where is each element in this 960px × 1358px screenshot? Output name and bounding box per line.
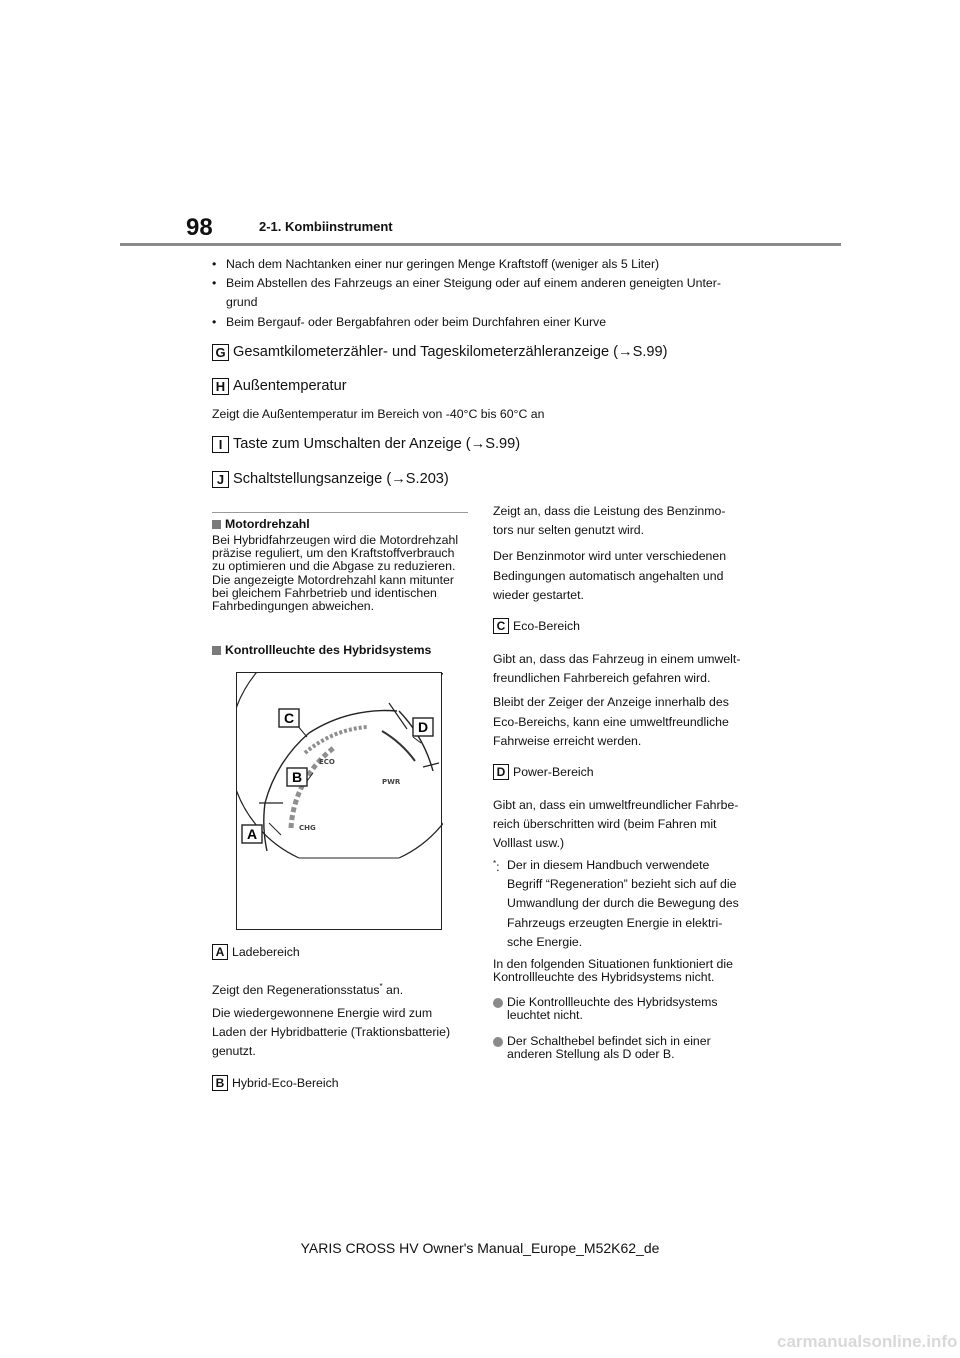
- callout-d: D: [417, 719, 429, 735]
- area-b-desc2-line: wieder gestartet.: [493, 588, 584, 602]
- not-working-intro: In den folgenden Situationen funktioniert die Kontrollleuchte des Hybridsystems nicht.: [493, 957, 733, 985]
- area-c-desc2-line: Fahrweise erreicht werden.: [493, 734, 642, 748]
- area-b-desc2-line: Bedingungen automatisch angehalten und: [493, 569, 724, 583]
- area-a-desc2-line: genutzt.: [212, 1044, 256, 1058]
- gauge-label-pwr: PWR: [382, 778, 401, 786]
- area-a-label: A Ladebereich: [212, 942, 300, 962]
- gauge-label-eco: ECO: [319, 758, 335, 766]
- motordrehzahl-heading: Motordrehzahl: [212, 517, 310, 531]
- bullet-item: • Beim Abstellen des Fahrzeugs an einer Steigung oder auf einem anderen geneigten Unter-: [212, 276, 721, 290]
- area-c-label: C Eco-Bereich: [493, 616, 580, 636]
- footnote-line: Begriff “Regeneration” bezieht sich auf die: [507, 877, 737, 891]
- footnote-line: Der in diesem Handbuch verwendete: [507, 858, 710, 872]
- gauge-eco-segment: [305, 727, 367, 753]
- callout-a-legend: A: [212, 944, 228, 960]
- callout-d-legend: D: [493, 764, 509, 780]
- area-c-desc2-line: Bleibt der Zeiger der Anzeige innerhalb des: [493, 695, 729, 709]
- bullet-continuation: grund: [226, 295, 258, 309]
- area-c-desc-line: freundlichen Fahrbereich gefahren wird.: [493, 671, 711, 685]
- callout-i: I: [212, 436, 229, 453]
- callout-g: G: [212, 344, 229, 361]
- callout-j: J: [212, 471, 229, 488]
- section-i: I Taste zum Umschalten der Anzeige (→S.99): [212, 434, 520, 454]
- area-c-desc2-line: Eco-Bereichs, kann eine umweltfreundliche: [493, 715, 729, 729]
- area-b-label: B Hybrid-Eco-Bereich: [212, 1073, 339, 1093]
- section-j: J Schaltstellungsanzeige (→S.203): [212, 469, 449, 489]
- bullet-item: • Beim Bergauf- oder Bergabfahren oder beim Durchfahren einer Kurve: [212, 315, 607, 329]
- section-title: 2-1. Kombiinstrument: [259, 219, 393, 234]
- motordrehzahl-text: Bei Hybridfahrzeugen wird die Motordrehzahl präzise reguliert, um den Kraftstoffverbrauch zu optimieren und die Abgase zu reduzieren. Die angezeigte Motordrehzahl kann mitunter bei gleichem Fahrbetrieb und identischen Fahrbedingungen abweichen.: [212, 533, 459, 614]
- callout-c-legend: C: [493, 618, 509, 634]
- page-number: 98: [186, 214, 213, 241]
- callout-h: H: [212, 378, 229, 395]
- gauge-dial: [237, 673, 443, 858]
- bullet-item: • Nach dem Nachtanken einer nur geringen Menge Kraftstoff (weniger als 5 Liter): [212, 257, 660, 271]
- area-a-desc: Zeigt den Regenerationsstatus* an.: [212, 982, 404, 998]
- footer-text: YARIS CROSS HV Owner's Manual_Europe_M52K62_de: [300, 1240, 660, 1256]
- footnote-line: Umwandlung der durch die Bewegung des: [507, 896, 739, 910]
- area-d-label: D Power-Bereich: [493, 762, 594, 782]
- hybrid-indicator-heading: Kontrollleuchte des Hybridsystems: [212, 643, 431, 657]
- hybrid-gauge-illustration: [237, 673, 443, 931]
- watermark: carmanualsonline.info: [777, 1332, 958, 1351]
- area-a-desc2-line: Die wiedergewonnene Energie wird zum: [212, 1006, 433, 1020]
- gauge-power-segment: [382, 731, 415, 761]
- area-b-desc-line: tors nur selten genutzt wird.: [493, 523, 645, 537]
- section-h: H Außentemperatur: [212, 376, 347, 396]
- header-rule: [120, 243, 841, 246]
- section-g: G Gesamtkilometerzähler- und Tageskilometerzähleranzeige (→S.99): [212, 342, 668, 362]
- callout-b-legend: B: [212, 1075, 228, 1091]
- hybrid-indicator-figure: [236, 672, 442, 930]
- bracket-arc-c2: [309, 710, 397, 733]
- area-b-desc2-line: Der Benzinmotor wird unter verschiedenen: [493, 549, 727, 563]
- area-b-desc-line: Zeigt an, dass die Leistung des Benzinmo-: [493, 504, 726, 518]
- area-d-desc-line: Gibt an, dass ein umweltfreundlicher Fahrbe-: [493, 798, 739, 812]
- bracket-arc-a: [264, 803, 267, 851]
- leader-a: [269, 823, 281, 835]
- not-working-item: Die Kontrollleuchte des Hybridsystems leuchtet nicht.: [493, 996, 755, 1022]
- area-d-desc-line: Volllast usw.): [493, 836, 565, 850]
- area-c-desc-line: Gibt an, dass das Fahrzeug in einem umwelt-: [493, 652, 741, 666]
- not-working-item: Der Schalthebel befindet sich in einer anderen Stellung als D oder B.: [493, 1035, 755, 1061]
- footnote-line: Fahrzeugs erzeugten Energie in elektri-: [507, 916, 723, 930]
- section-h-desc: Zeigt die Außentemperatur im Bereich von -40°C bis 60°C an: [212, 407, 545, 421]
- callout-b: B: [291, 769, 303, 785]
- footnote-marker: *:: [493, 859, 500, 875]
- footnote-line: sche Energie.: [507, 935, 583, 949]
- gauge-label-chg: CHG: [299, 824, 316, 832]
- divider: [212, 512, 468, 513]
- callout-c: C: [283, 710, 295, 726]
- callout-a: A: [246, 826, 258, 842]
- area-a-desc2-line: Laden der Hybridbatterie (Traktionsbatterie): [212, 1025, 451, 1039]
- area-d-desc-line: reich überschritten wird (beim Fahren mit: [493, 817, 717, 831]
